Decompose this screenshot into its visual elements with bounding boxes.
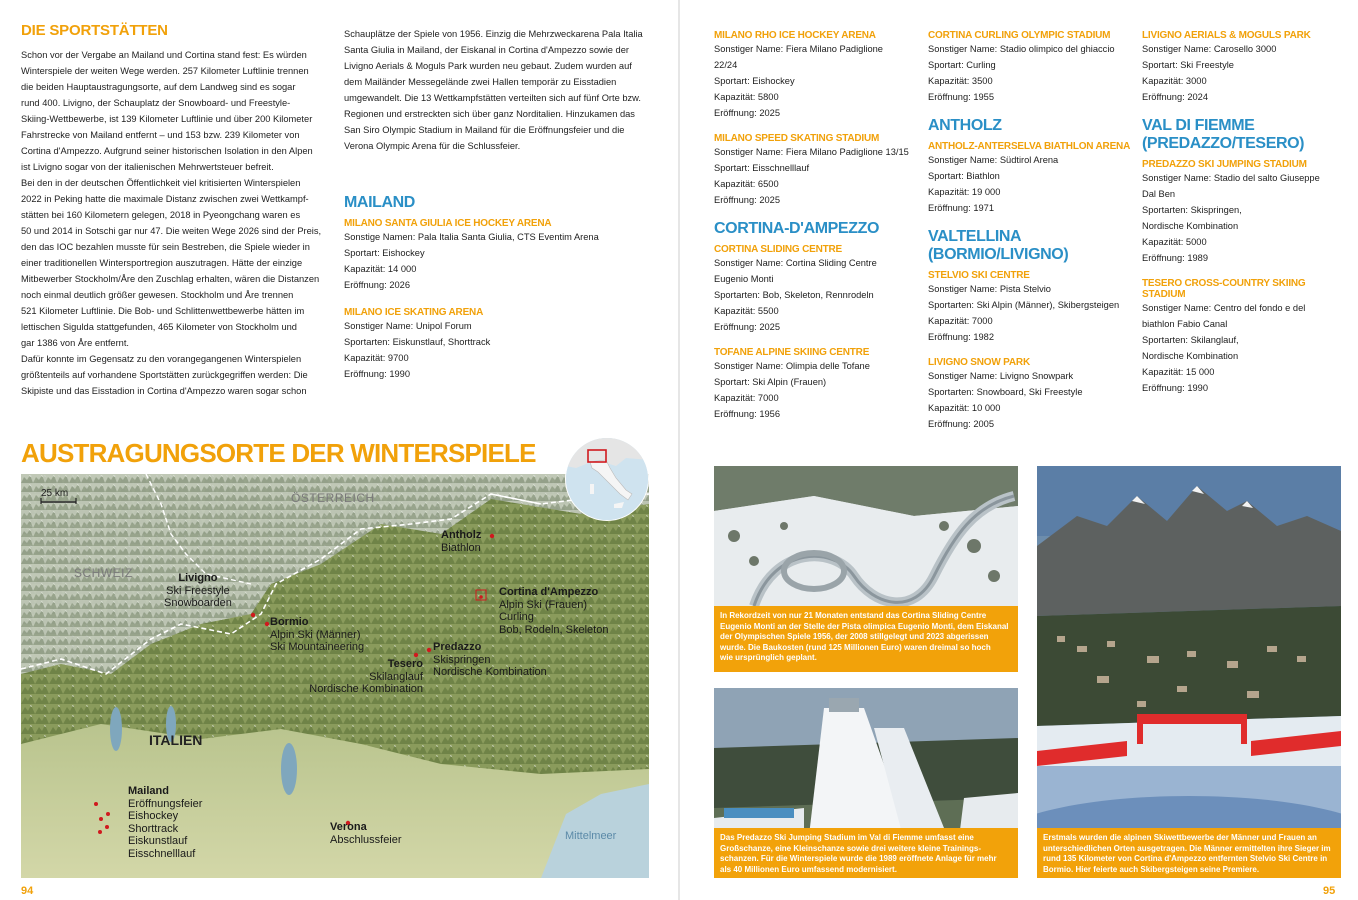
place-mailand: Mailand Eröffnungsfeier Eishockey Shorttrack Eiskunstlauf Eisschnelllauf <box>128 785 203 860</box>
caption-ski-jumping: Das Predazzo Ski Jumping Stadium im Val di Fiemme umfasst eine Großschanze, eine Kleinschanze sowie drei weitere kleine Trainings- schanzen. Für die Winterspiele wurde die 1989 eröffnete Anlage für mehr als 40 Millionen Euro umfassend modernisiert. <box>714 828 1018 878</box>
venue-snow-park: LIVIGNO SNOW PARK Sonstiger Name: Livigno Snowpark Sportarten: Snowboard, Ski Freestyle Kapazität: 10 000 Eröffnung: 2005 <box>928 357 1083 429</box>
venue-cross-country: TESERO CROSS-COUNTRY SKIING STADIUM Sonstiger Name: Centro del fondo e del biathlon Fabio Canal Sportarten: Skilanglauf, Nordische Kombination Kapazität: 15 000 Eröffnung: 1990 <box>1142 278 1306 393</box>
right-column-1 <box>714 26 919 434</box>
map-scale: 25 km <box>41 488 69 499</box>
label-austria: ÖSTERREICH <box>291 491 375 505</box>
left-page <box>0 0 678 900</box>
region-heading-valtellina: VALTELLINA (BORMIO/LIVIGNO) <box>928 228 1069 263</box>
map-title: AUSTRAGUNGSORTE DER WINTERSPIELE <box>21 438 536 468</box>
photo-bormio <box>1037 466 1341 878</box>
venue-rho-arena: MILANO RHO ICE HOCKEY ARENA Sonstiger Name: Fiera Milano Padiglione 22/24 Sportart: Eishockey Kapazität: 5800 Eröffnung: 2025 <box>714 30 883 118</box>
place-antholz: Antholz Biathlon <box>441 529 482 554</box>
venue-aerials-moguls: LIVIGNO AERIALS & MOGULS PARK Sonstiger Name: Carosello 3000 Sportart: Ski Freestyle Kapazität: 3000 Eröffnung: 2024 <box>1142 30 1311 102</box>
place-livigno: Livigno Ski Freestyle Snowboarden <box>164 572 232 609</box>
venue-ice-skating-arena: MILANO ICE SKATING ARENA Sonstiger Name: Unipol Forum Sportarten: Eiskunstlauf, Shorttrack Kapazität: 9700 Eröffnung: 1990 <box>344 307 491 379</box>
venue-curling-stadium: CORTINA CURLING OLYMPIC STADIUM Sonstiger Name: Stadio olimpico del ghiaccio Sportart: Curling Kapazität: 3500 Eröffnung: 1955 <box>928 30 1115 102</box>
venue-map <box>21 474 649 878</box>
venue-stelvio: STELVIO SKI CENTRE Sonstiger Name: Pista Stelvio Sportarten: Ski Alpin (Männer), Skibergsteigen Kapazität: 7000 Eröffnung: 1982 <box>928 270 1120 342</box>
page-number-right: 95 <box>1323 885 1336 897</box>
italy-locator-globe <box>565 437 649 521</box>
venue-santa-giulia: MILANO SANTA GIULIA ICE HOCKEY ARENA Sonstige Namen: Pala Italia Santa Giulia, CTS Eventim Arena Sportart: Eishockey Kapazität: 14 000 Eröffnung: 2026 <box>344 218 599 290</box>
venue-sliding-centre: CORTINA SLIDING CENTRE Sonstiger Name: Cortina Sliding Centre Eugenio Monti Sportarten: Bob, Skeleton, Rennrodeln Kapazität: 5500 Eröffnung: 2025 <box>714 244 877 332</box>
intro-column <box>21 22 323 399</box>
venue-ski-jumping: PREDAZZO SKI JUMPING STADIUM Sonstiger Name: Stadio del salto Giuseppe Dal Ben Sportarten: Skispringen, Nordische Kombination Kapazität: 5000 Eröffnung: 1989 <box>1142 159 1320 263</box>
venue-biathlon-arena: ANTHOLZ-ANTERSELVA BIATHLON ARENA Sonstiger Name: Südtirol Arena Sportart: Biathlon Kapazität: 19 000 Eröffnung: 1971 <box>928 141 1131 213</box>
place-cortina: Cortina d'Ampezzo Alpin Ski (Frauen) Curling Bob, Rodeln, Skeleton <box>499 586 609 636</box>
caption-sliding-centre: In Rekordzeit von nur 21 Monaten entstand das Cortina Sliding Centre Eugenio Monti an der Stelle der Pista olimpica Eugenio Monti, dem Eiskanal der Olympischen Spiele 1956, der 2008 stillgelegt und 2023 abgerissen wurde. Die Baukosten (rund 125 Millionen Euro) waren dreimal so hoch wie ursprünglich geplant. <box>714 606 1018 672</box>
continuation-column <box>344 26 650 396</box>
right-column-2 <box>928 26 1133 444</box>
page-number-left: 94 <box>21 885 34 897</box>
caption-bormio: Erstmals wurden die alpinen Skiwettbewerbe der Männer und Frauen an unterschiedlichen Orten ausgetragen. Die Männer ermittelten ihre Sieger im rund 135 Kilometer von Cortina d'Ampezzo entfernten Stelvio Ski Centre in Bormio. Hier feierte auch Skibergsteigen seine Premiere. <box>1037 828 1341 878</box>
right-column-3 <box>1142 26 1342 408</box>
label-italy: ITALIEN <box>149 732 203 748</box>
continuation-text: Schauplätze der Spiele von 1956. Einzig die Mehrzweckarena Pala Italia Santa Giulia in Mailand, der Eiskanal in Cortina d'Ampezzo sowie der Livigno Aerials & Moguls Park wurden neu gebaut. Zudem wurden auf dem Mailänder Messegelände zwei Hallen temporär zu Eisstadien umgewandelt. Die 13 Wettkampfstätten verteilten sich auf fünf Orte bzw. Regionen und erstreckten sich über ganz Norditalien. Hinzukamen das San Siro Olympic Stadium in Mailand für die Eröffnungsfeier und die Verona Olympic Arena für die Schlussfeier. <box>344 29 643 151</box>
venue-speed-skating: MILANO SPEED SKATING STADIUM Sonstiger Name: Fiera Milano Padiglione 13/15 Sportart: Eisschnelllauf Kapazität: 6500 Eröffnung: 2025 <box>714 133 909 205</box>
place-predazzo: Predazzo Skispringen Nordische Kombination <box>433 641 547 678</box>
place-verona: Verona Abschlussfeier <box>330 821 402 846</box>
region-heading-cortina: CORTINA-D'AMPEZZO <box>714 220 879 237</box>
region-heading-antholz: ANTHOLZ <box>928 117 1002 134</box>
region-heading-mailand: MAILAND <box>344 194 415 211</box>
section-heading: DIE SPORTSTÄTTEN <box>21 22 168 39</box>
region-heading-fiemme: VAL DI FIEMME (PREDAZZO/TESERO) <box>1142 117 1305 152</box>
label-sea: Mittelmeer <box>565 830 617 842</box>
right-page <box>680 0 1358 900</box>
place-tesero: Tesero Skilanglauf Nordische Kombination <box>309 658 423 695</box>
label-switzerland: SCHWEIZ <box>74 566 133 580</box>
place-bormio: Bormio Alpin Ski (Männer) Ski Mountaineering <box>270 616 365 653</box>
intro-text: Schon vor der Vergabe an Mailand und Cortina stand fest: Es würden Winterspiele der weiten Wege werden. 257 Kilometer Luftlinie trennen die beiden Hauptaustragungsorte, auf dem Landweg sind es sogar rund 400. Livigno, der Schauplatz der Snowboard- und Freestyle- Skiing-Wettbewerbe, ist 139 Kilometer Luftlinie und über 200 Kilometer Fahrstrecke von Mailand entfernt – und 153 bzw. 239 Kilometer von Cortina d'Ampezzo. Aufgrund seiner historischen Isolation in den Alpen ist Livigno sogar von der italienischen Mehrwertsteuer befreit. Bei den in der deutschen Öffentlichkeit viel kritisierten Winterspielen 2022 in Peking hatte die maximale Distanz zwischen zwei Wettkampf- stätten bei 160 Kilometern gelegen, 2018 in Pyeongchang waren es 50 und 2014 in Sotschi gar nur 47. Die weiten Wege 2026 sind der Preis, den das IOC bezahlen musste für sein Bestreben, die Spiele wieder in einer traditionellen Wintersportregion auszutragen. Hätte der einzige Mitbewerber Stockholm/Åre den Zuschlag erhalten, wären die Distanzen noch einmal deutlich größer gewesen. Stockholm und Åre trennen 521 Kilometer Luftlinie. Die Bob- und Schlittenwettbewerbe hätten im lettischen Sigulda stattgefunden, 465 Kilometer von Stockholm und gar 1386 von Åre entfernt. Dafür konnte im Gegensatz zu den vorangegangenen Winterspielen größtenteils auf vorhandene Sportstätten zurückgegriffen werden: Die Skipiste und das Eisstadion in Cortina d'Ampezzo waren sogar schon <box>21 50 322 396</box>
venue-tofane: TOFANE ALPINE SKIING CENTRE Sonstiger Name: Olimpia delle Tofane Sportart: Ski Alpin (Frauen) Kapazität: 7000 Eröffnung: 1956 <box>714 347 870 419</box>
